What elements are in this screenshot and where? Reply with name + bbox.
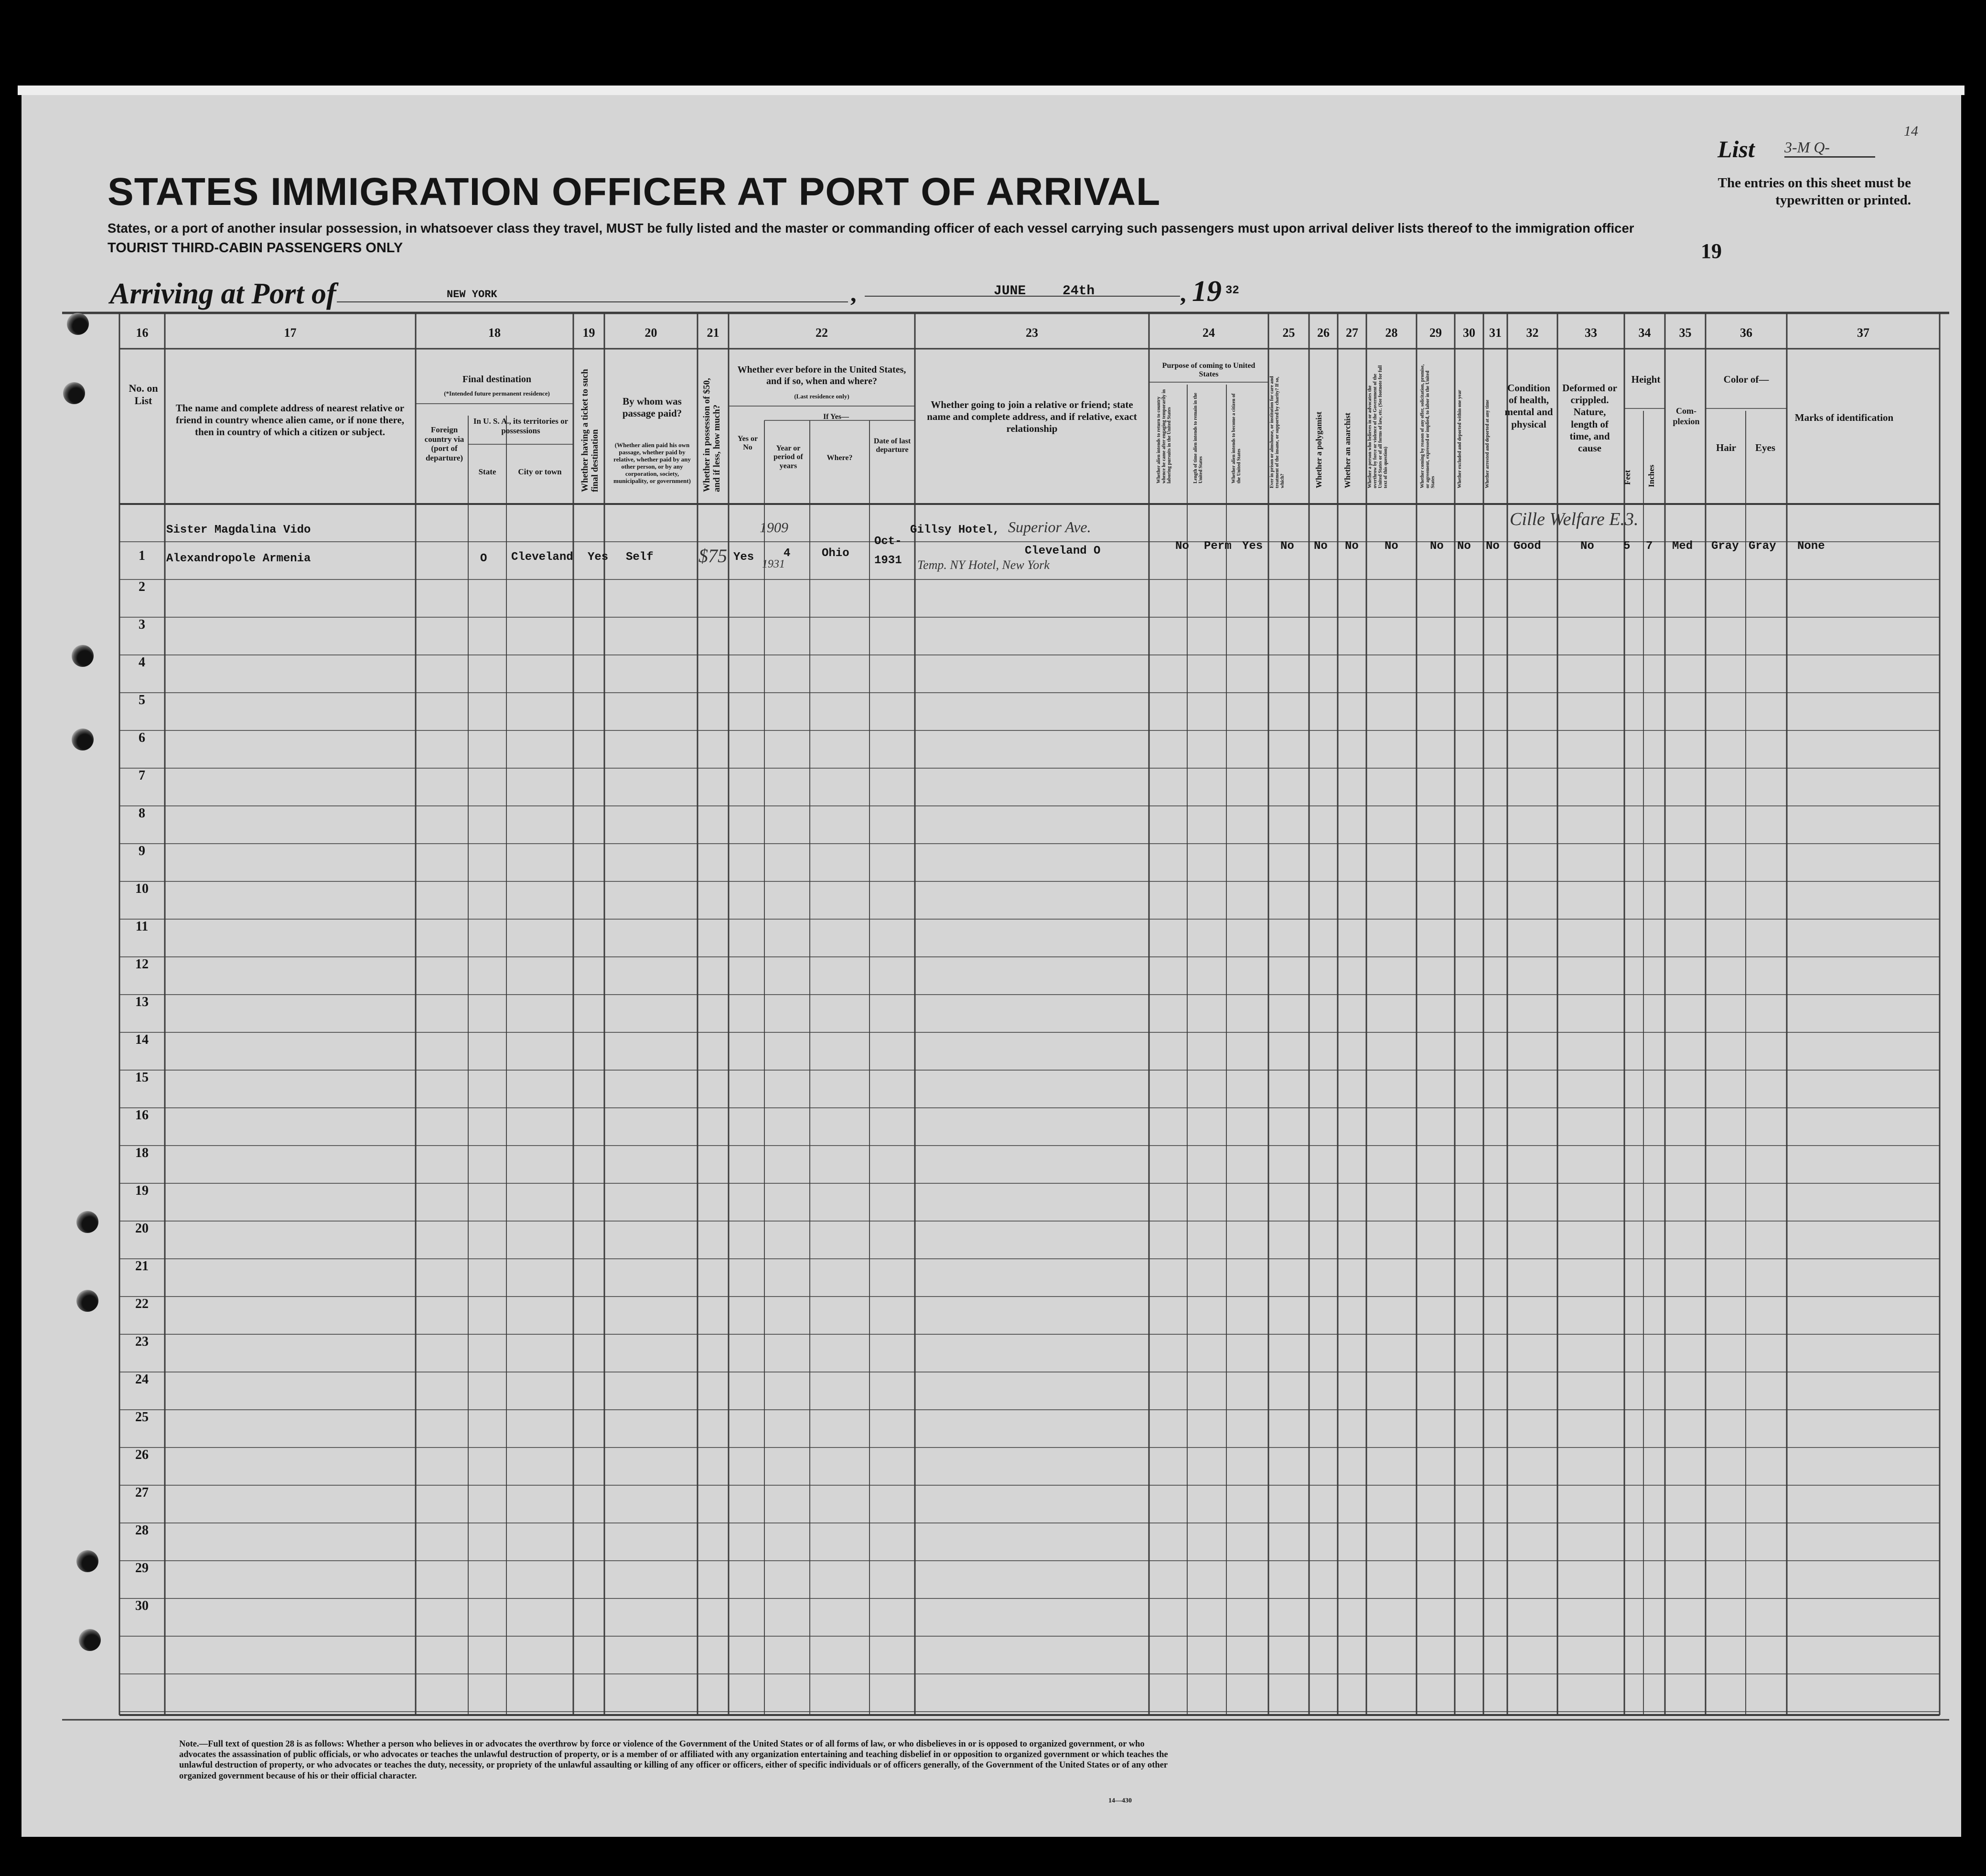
row-number: 19 <box>135 1183 149 1198</box>
page-title: STATES IMMIGRATION OFFICER AT PORT OF ARRIVAL <box>107 170 1161 214</box>
header-overthrow: Whether a person who believes in or advocates the overthrow by force or violence of the Government of the United States or of all forms of law, etc. (See footnote for full text of this question) <box>1367 365 1388 488</box>
header-inches: Inches <box>1647 464 1656 487</box>
column-number: 31 <box>1489 326 1502 340</box>
header-final-destination-note: (*Intended future permanent residence) <box>444 390 550 397</box>
year-prefix: 19 <box>1192 275 1222 308</box>
row-number: 8 <box>139 806 145 821</box>
header-purpose: Purpose of coming to United States <box>1162 362 1256 379</box>
row-number: 11 <box>135 919 149 934</box>
header-in-usa: In U. S. A., its territories or possessions <box>473 417 569 435</box>
height-feet-value: 5 <box>1623 540 1631 553</box>
column-number: 37 <box>1857 326 1869 340</box>
header-passage-paid: By whom was passage paid? <box>622 396 682 419</box>
column-number: 19 <box>582 326 595 340</box>
where-value: Ohio <box>822 547 849 560</box>
handwritten-join-2: Temp. NY Hotel, New York <box>917 558 1050 572</box>
row-number: 9 <box>139 844 145 858</box>
column-number: 30 <box>1463 326 1475 340</box>
header-excluded: Whether excluded and deported within one year <box>1457 390 1462 488</box>
header-intends-return: Whether alien intends to return to country whence he came after engaging temporarily in laboring pursuits in the United States <box>1156 389 1172 483</box>
column-number: 18 <box>488 326 501 340</box>
punch-hole <box>63 382 85 404</box>
relative-address: Alexandropole Armenia <box>166 552 311 565</box>
header-no-on-list: No. on List <box>129 382 158 407</box>
header-going-to-join: Whether going to join a relative or friend; state name and complete address, and if relative, exact relationship <box>927 399 1137 435</box>
column-number: 29 <box>1429 326 1442 340</box>
destination-state: O <box>480 552 487 565</box>
header-marks: Marks of identification <box>1794 412 1894 423</box>
punch-hole <box>67 313 89 335</box>
year-suffix: 32 <box>1225 284 1239 297</box>
row-number: 22 <box>135 1297 149 1311</box>
column-number: 34 <box>1638 326 1651 340</box>
comma: , <box>850 280 857 307</box>
handwritten-join: Superior Ave. <box>1008 518 1091 536</box>
row-number: 24 <box>135 1372 149 1387</box>
column-number: 32 <box>1526 326 1539 340</box>
header-health: Condition of health, mental and physical <box>1504 382 1553 430</box>
intends-return-value: No <box>1175 540 1189 553</box>
column-number: 21 <box>707 326 719 340</box>
header-state: State <box>478 467 496 476</box>
column-number: 26 <box>1317 326 1330 340</box>
polygamist-value: No <box>1314 540 1328 553</box>
column-number: 24 <box>1202 326 1215 340</box>
row-number: 21 <box>135 1259 149 1274</box>
arriving-label: Arriving at Port of <box>110 278 336 310</box>
deformed-value: No <box>1580 540 1594 553</box>
sheet-number: 19 <box>1701 239 1722 263</box>
column-number: 33 <box>1585 326 1597 340</box>
row-number: 23 <box>135 1334 149 1349</box>
citizen-value: Yes <box>1242 540 1263 553</box>
row-number: 14 <box>135 1032 149 1047</box>
ever-before-value: Yes <box>733 551 754 564</box>
header-polygamist: Whether a polygamist <box>1314 411 1323 488</box>
join-name: Gillsy Hotel, <box>910 524 1000 536</box>
list-value: 3-M Q- <box>1784 139 1875 158</box>
handwritten-year: 1909 <box>760 520 788 536</box>
join-address: Cleveland O <box>1025 545 1101 557</box>
row-number: 30 <box>135 1598 149 1613</box>
header-ever-before: Whether ever before in the United States, and if so, when and where? <box>737 364 906 386</box>
row-number: 25 <box>135 1410 149 1425</box>
column-number: 22 <box>816 326 828 340</box>
column-number: 35 <box>1679 326 1692 340</box>
header-passage-note: (Whether alien paid his own passage, whether paid by relative, whether paid by any other person, or by any corporation, society, municipality, or government) <box>613 441 691 484</box>
header-color-of: Color of— <box>1723 374 1769 385</box>
row-number: 2 <box>139 579 145 594</box>
header-hair: Hair <box>1716 442 1736 453</box>
row-number: 26 <box>135 1447 149 1462</box>
punch-hole <box>79 1629 101 1651</box>
punch-hole <box>76 1211 98 1233</box>
eyes-value: Gray <box>1749 540 1776 553</box>
row-number: 5 <box>139 693 145 708</box>
form-number: 14—430 <box>1108 1797 1132 1804</box>
footnote-question-28: Note.—Full text of question 28 is as follows: Whether a person who believes in or advocates the overthrow by force or violence of the Government of the United States or of all forms of law, or who disbelieves in or is opposed to organized government, or who advocates the assassination of public officials, or who advocates or teaches the unlawful destruction of property, or is a member of or affiliated with any organization entertaining and teaching disbelief in or opposition to organized government or which teaches the unlawful destruction of property, or who advocates or teaches the duty, necessity, or propriety of the unlawful assaulting or killing of any officer or officers, either of specific individuals or of officers generally, of the Government of the United States or of any other organized government because of his or their official character. <box>179 1739 1168 1781</box>
header-where: Where? <box>827 454 853 462</box>
header-anarchist: Whether an anarchist <box>1343 412 1352 488</box>
row-number: 20 <box>135 1221 149 1236</box>
header-arrested: Whether arrested and deported at any time <box>1485 399 1490 488</box>
header-yes-no: Yes or No <box>737 435 758 452</box>
typewritten-instruction: The entries on this sheet must be typewritten or printed. <box>1718 175 1911 208</box>
header-year-period: Year or period of years <box>773 444 803 470</box>
arrested-value: No <box>1486 540 1500 553</box>
row-number: 6 <box>139 730 145 745</box>
punch-hole <box>72 729 94 750</box>
header-prison: Ever in prison or almshouse, or institution for care and treatment of the insane, or supported by charity? If so, which? <box>1269 376 1285 488</box>
prison-value: No <box>1280 540 1294 553</box>
header-ticket: Whether having a ticket to such final destination <box>580 369 600 492</box>
length-stay-value: Perm <box>1204 540 1232 553</box>
relative-name: Sister Magdalina Vido <box>166 524 311 536</box>
header-length-stay: Length of time alien intends to remain in the United States <box>1193 393 1203 483</box>
header-eyes: Eyes <box>1755 442 1775 453</box>
departure-date-month: Oct- <box>874 535 902 548</box>
ticket-value: Yes <box>588 551 609 564</box>
complexion-value: Med <box>1672 540 1693 553</box>
money-value: $75 <box>698 545 727 567</box>
row-number: 18 <box>135 1146 149 1160</box>
comma: , <box>1180 280 1186 307</box>
header-city: City or town <box>518 467 562 476</box>
header-nearest-relative: The name and complete address of nearest relative or friend in country whence alien came, or if none there, then in country of which a citizen or subject. <box>175 402 405 438</box>
anarchist-value: No <box>1345 540 1359 553</box>
paid-by-value: Self <box>626 551 654 564</box>
excluded-value: No <box>1457 540 1471 553</box>
column-number: 27 <box>1346 326 1358 340</box>
column-number: 17 <box>284 326 297 340</box>
header-money: Whether in possession of $50, and if less, how much? <box>702 378 722 492</box>
header-ever-before-note: (Last residence only) <box>794 393 849 400</box>
row-number: 15 <box>135 1070 149 1085</box>
row-number: 1 <box>139 548 145 563</box>
header-height: Height <box>1631 374 1661 385</box>
header-subtitle: States, or a port of another insular possession, in whatsoever class they travel, MUST be fully listed and the master or commanding officer of each vessel carrying such passengers must upon arrival deliver lists thereof to the immigration officer <box>107 221 1634 236</box>
marks-value: None <box>1797 540 1825 553</box>
row-number: 16 <box>135 1108 149 1123</box>
row-number: 27 <box>135 1485 149 1500</box>
column-number: 20 <box>644 326 657 340</box>
column-number: 28 <box>1385 326 1398 340</box>
list-label: List <box>1718 136 1755 162</box>
column-number: 16 <box>136 326 149 340</box>
corner-mark: 14 <box>1904 123 1918 139</box>
header-complexion: Com-plexion <box>1673 406 1700 426</box>
header-if-yes: If Yes— <box>823 413 849 421</box>
health-value: Good <box>1514 540 1541 553</box>
row-number: 29 <box>135 1561 149 1576</box>
header-deformed: Deformed or crippled. Nature, length of time, and cause <box>1562 382 1617 454</box>
header-date-departure: Date of last departure <box>873 437 911 454</box>
handwritten-health-note: Cille Welfare E.3. <box>1510 509 1639 529</box>
row-number: 4 <box>139 655 145 670</box>
header-feet: Feet <box>1623 470 1632 485</box>
departure-date-year: 1931 <box>874 554 902 567</box>
row-number: 13 <box>135 995 149 1009</box>
port-value: NEW YORK <box>447 289 497 300</box>
row-number: 10 <box>135 881 149 896</box>
column-number: 25 <box>1282 326 1295 340</box>
arrival-date: JUNE 24th <box>994 284 1095 299</box>
row-number: 12 <box>135 957 149 972</box>
handwritten-year-2: 1931 <box>762 558 785 570</box>
destination-city: Cleveland <box>511 551 573 564</box>
offer-value: No <box>1430 540 1444 553</box>
header-foreign-country: Foreign country via (port of departure) <box>424 425 464 462</box>
column-number: 36 <box>1740 326 1752 340</box>
row-number: 7 <box>139 768 145 783</box>
height-inches-value: 7 <box>1646 540 1653 553</box>
row-number: 28 <box>135 1523 149 1538</box>
column-number: 23 <box>1026 326 1038 340</box>
header-offer: Whether coming by reason of any offer, solicitation, promise, or agreement, expressed or implied, to labor in the United States <box>1420 364 1436 488</box>
punch-hole <box>76 1550 98 1572</box>
header-citizen: Whether alien intends to become a citizen of the United States <box>1231 393 1242 483</box>
tourist-class-label: TOURIST THIRD-CABIN PASSENGERS ONLY <box>107 240 403 256</box>
overthrow-value: No <box>1385 540 1398 553</box>
row-number: 3 <box>139 617 145 632</box>
header-final-destination: Final destination <box>462 374 531 385</box>
punch-hole <box>72 645 94 667</box>
years-value: 4 <box>784 547 791 560</box>
hair-value: Gray <box>1711 540 1739 553</box>
punch-hole <box>76 1290 98 1312</box>
manifest-sheet <box>21 88 1961 1837</box>
